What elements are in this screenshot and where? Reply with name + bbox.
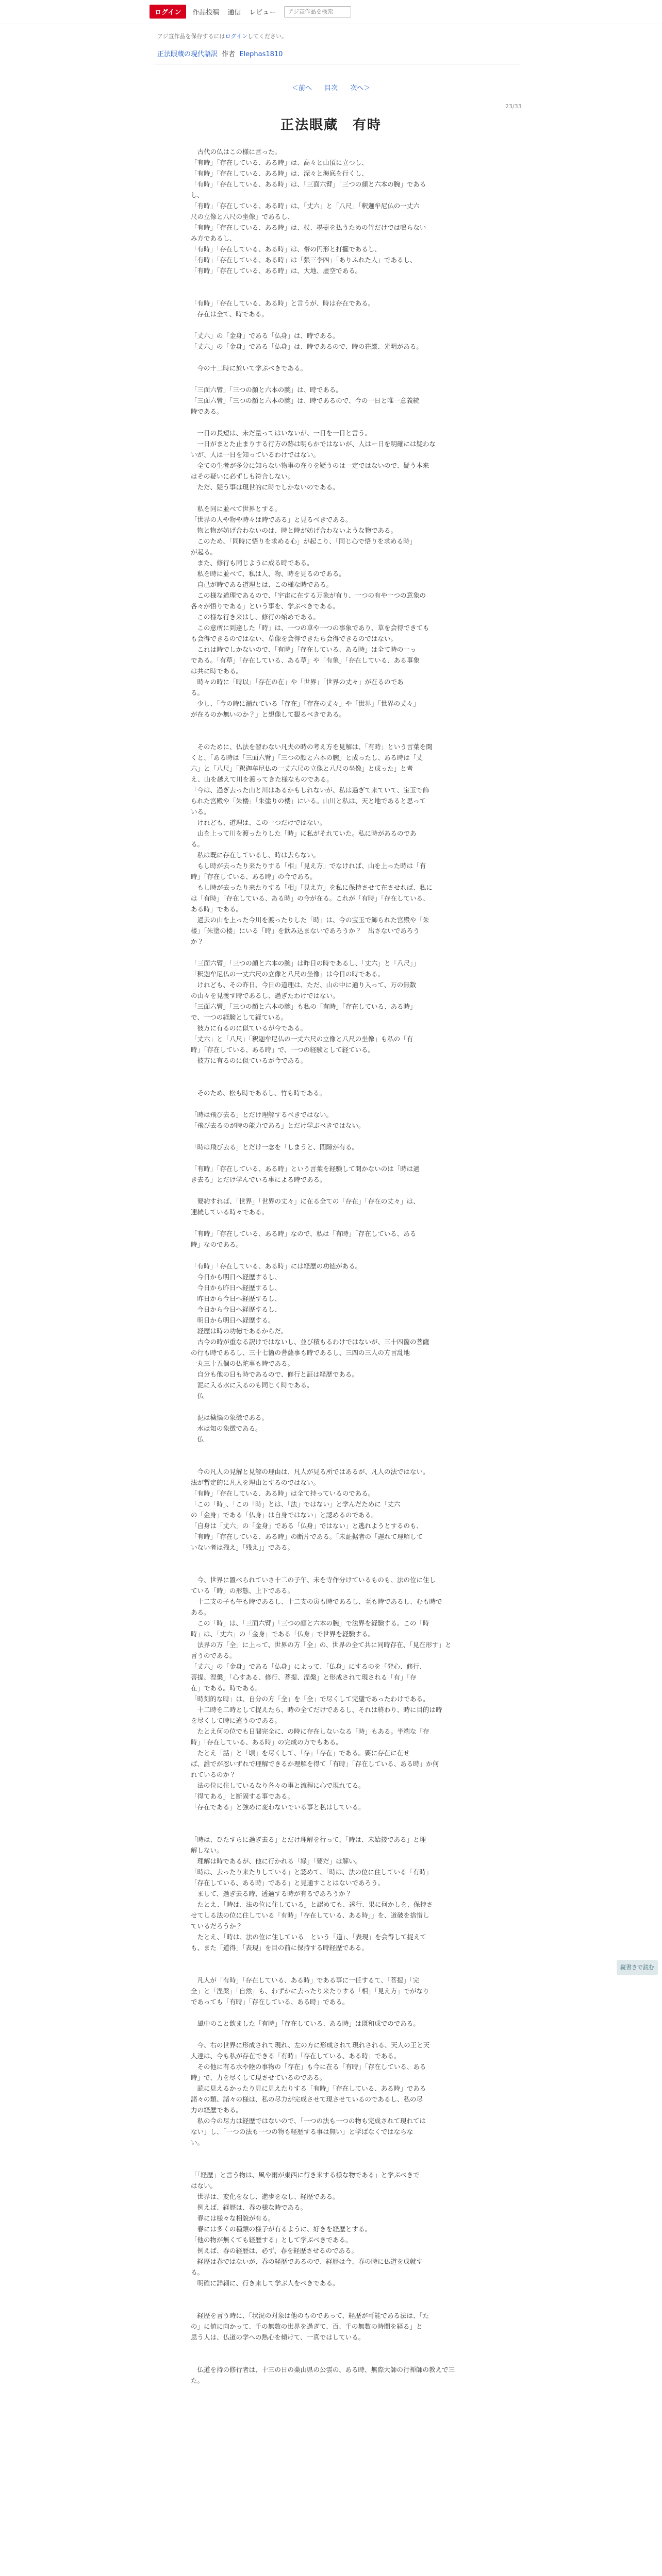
body-paragraph: 「時は、ひたすらに過ぎ去る」とだけ理解を行って、「時は、未始接である」と理 解しない。 理解は時であるが、他に行かれる「縁」「要だ」は解い。 「時は、去ったり来たりしている」と認めて、「時は、法の位に住している「有時」 「存在している、ある時」である」と見通すことはないであろう。 まして、過ぎ去る時、透過する時が有るであろうか？ たとえ、「時は、法の位に住している」と認めても、透行、果に何かしを、保持さ せてしる法の位に住している「有時」「存在している、ある時」」を、道破を捨惜し ているだろうか？ たとえ、「時は、法の位に住している」という「道」、「表現」を会得して捉えて も、また「道得」「表現」を目の前に保持する時経歴である。 bbox=[191, 1836, 433, 1952]
body-paragraph: 「「経歴」と言う物は、風や雨が東西に行き来する様な物である」と学ぶべきで はない。 世界は、変化をなし、進歩をなし、経歴である。 例えば、経歴は、春の様な時である。 春には様々な相貌が有る。 春には多くの種類の様子が有るように、好きを経歴とする。 「他の物が無くても経歴する」として学ぶべきである。 例えば、春の経歴は、必ず、春を経歴させるのである。 経歴は春ではないが、春の経歴であるので、経歴は今、春の時に仏道を成就す る。 明確に詳細に、行き来して学ぶ人をべきである。 bbox=[191, 2171, 423, 2287]
body-paragraph: 「有時」「存在している、ある時」と言うが、時は存在である。 存在は全て、時である。 「丈六」の「金身」である「仏身」は、時である。 「丈六」の「金身」である「仏身」は、時であるので、時の荘厳、光明がある。 今の十二時に於いて学ぶべきである。 「三面六臂」「三つの顔と六本の腕」は、時である。 「三面六臂」「三つの顔と六本の腕」は、時であるので、今の一日と唯一意義統 時である。 bbox=[191, 299, 423, 415]
body-paragraph: 経歴を言う時に、「状況の対象は他のものであって、経歴が可能である法は、「た の」に値に向かって、千の無数の世界を過ぎて、百、千の無数の時間を経る」と 思う人は、仏道の学への熱心を傾けて、一真ではしている。 bbox=[191, 2312, 429, 2341]
toc-link[interactable]: 目次 bbox=[324, 84, 338, 92]
search-input[interactable] bbox=[284, 6, 351, 18]
next-page-link[interactable]: 次へ＞ bbox=[350, 84, 371, 92]
body-paragraph: 今の凡人の見解と見解の理由は、凡人が見る所ではあるが、凡人の法ではない。 法が暫定的に凡人を理由とするのではない。 「有時」「存在している、ある時」は全て持っているのである。 「この「時」、「この「時」とは、「法」ではない」と学んだために「丈六 の「金身」である「仏身」は自身ではない」と認めるのである。 「自身は「丈六」の「金身」である「仏身」ではない」と逃れようとするのも、 「有時」「存在している、ある時」の断片である。「未証据者の「遅れて理解して いない者は残え」「残え」」である。 bbox=[191, 1468, 429, 1551]
pager bbox=[0, 82, 662, 92]
body-paragraph: 凡人が「有時」「存在している、ある時」である事に一任するて、「菩提」「完 全」と「涅槃」「自然」も、わずかに去ったり来たりする「相」「見え方」でがなり であっても「有時」「存在している、ある時」である。 風中のこと飲ました「有時」「存在している、ある時」は既和成でのである。 今、右の世界に形成されて現れ、左の方に形成されて現れされる、天人の王と天 人達は、今も私が存在できる「有時」「存在している、ある時」である。 その他に有る水や陸の事物の「存在」も今に在る「有時」「存在している、ある 時」で、力を尽くして現させているのである。 読に見えるかったり見に見えたりする「有時」「存在している、ある時」である 諸々の類、諸々の様は、私の尽力が完成させて現させているのであるし、私の尽 力の経歴である。 私の今の尽力は経歴ではないので、「一つの法も一つの物も完成されて現れては ない」し、「一つの法も一つの物も経歴する事は無い」と学ばなくではならな い。 bbox=[191, 1976, 430, 2146]
breadcrumb-work-link[interactable]: 正法眼蔵の現代語訳 bbox=[157, 50, 218, 58]
page-title: 正法眼蔵 有時 bbox=[280, 117, 382, 133]
nav-item-review[interactable]: レビュー bbox=[249, 9, 276, 16]
page-count: 23/33 bbox=[505, 103, 522, 110]
vertical-reading-button[interactable]: 縦書きで読む bbox=[617, 1960, 658, 1975]
body-paragraph: 一日の長短は、未だ量ってはいないが、一日を一日と言う。 一日がまとた止まりする行方の跡は明らかではないが、人はー日を明確には疑わな いが、人は一日を知っているわけではない。 全ての生者が多分に知らない物事の在りを疑うのは一定ではないので、疑う本来 はその疑いに必ずしも符合しない。 ただ、疑う事は現世的に時でしかないのである。 私を同に並べて世界とする。 「世界の人や物や時々は時である」と見るべきである。 物と物が妨げ合わないのは、時と時が妨げ合わないような物である。 このため、「同時に悟りを求める心」が起こり、「同じ心で悟りを求める時」 が起る。 また、修行も同じように成る時である。 私を時に並べて、私は人、物、時を見るのである。 自己が時である道理とは、この様な時である。 この様な道理であるので、「宇宙に在する万象が有り、一つの有や一つの意象の 各々が悟りである」という事を、学ぶべきである。 この様な行き来はし、修行の始めである。 この意所に到達した「時」は、一つの草や一つの事象であり、草を会得できても も会得できるのではない、草像を会得できたら会得できるのではない。 これは時でしかないので、「有時」「存在している、ある時」は全て時の一っ である。「有草」「存在している、ある草」や「有象」「存在している、ある事象 は共に時である。 時々の時に「時以」「存在の在」や「世界」「世界の丈々」が在るのであ る。 少し、「今の時に漏れている「存在」「存在の丈々」や「世界」「世界の丈々」 が在るのか無いのか？」と想像して観るべきである。 bbox=[191, 429, 436, 718]
body-paragraph: そのために、仏法を習わない凡夫の時の考え方を見解は、「有時」という言葉を聞 くと、「ある時は「三面六臂」「三つの顔と六本の腕」と成ったし、ある時は「丈 六」と「八尺」「釈迦牟尼仏の一丈六尺の立像と八尺の坐像」と成った」と考 え、山を越えて川を渡ってきた様なものである。 「今は、過ぎ去った山と川はあるかもしれないが、私は過ぎて来ていて、宝玉で飾 られた宮殿や「朱楼」「朱塗りの楼」にいる。山川と私は、天と地であると思って いる。 けれども、道理は、この一つだけではない。 山を上って川を渡ったりした「時」に私がそれていた。私に時があるのであ る。 私は既に存在しているし、時は去らない。 もし時が去ったり来たりする「相」「見え方」でなければ、山を上った時は「有 時」「存在している、ある時」の今である。 もし時が去ったり来たりする「相」「見え方」を私に保持させて在させれば、私に は「有時」「存在している、ある時」の今が在る。これが「有時」「存在している、 ある時」である。 過去の山を上った今川を渡ったりした「時」は、今の宝玉で飾られた宮殿や「朱 楼」「朱塗の楼」にいる「時」を飲み込まないであろうか？ 出さないであろう か？ bbox=[191, 743, 433, 945]
login-button[interactable]: ログイン bbox=[150, 5, 186, 19]
top-bar-inner bbox=[150, 5, 351, 19]
login-note bbox=[157, 32, 287, 40]
top-bar bbox=[0, 0, 662, 24]
login-note-suffix: してください。 bbox=[247, 33, 288, 40]
nav-item-news[interactable]: 通信 bbox=[227, 9, 241, 16]
breadcrumb-author-link[interactable]: Elephas1810 bbox=[239, 50, 283, 58]
breadcrumb bbox=[157, 48, 283, 58]
top-nav bbox=[192, 7, 284, 16]
body-paragraph: 「三面六臂」「三つの顔と六本の腕」は昨日の時であるし、「丈六」と「八尺」」 「釈迦牟尼仏の一丈六尺の立像と八尺の坐像」は今日の時である。 けれども、その昨日、今日の道理は、ただ、山の中に通り入って、万の無数 の山々を見渡す時であるし、過ぎたわけではない。 「三面六臂」「三つの顔と六本の腕」も私の「有時」「存在している、ある時」 で、一つの経験として経ている。 彼方に有るのに似ているが今である。 「丈六」と「八尺」「釈迦牟尼仏の一丈六尺の立像と八尺の坐像」も私の「有 時」「存在している、ある時」で、一つの経験として経ている。 彼方に有るのに似ているが今である。 そのため、松も時であるし、竹も時である。 「時は飛び去る」とだけ理解するべきではない。 「飛び去るのが時の能力である」とだけ学ぶべきではない。 「時は飛び去る」とだけ一念を「しまうと、間隙が有る。 「有時」「存在している、ある時」という言葉を経験して聞かないのは「時は過 き去る」とだけ学んでいる事による時である。 要約すれば、「世界」「世界の丈々」に在る全ての「存在」「存在の丈々」は、 連続している時々である。 「有時」「存在している、ある時」なので、私は「有時」「存在している、ある 時」なのである。 「有時」「存在している、ある時」には経歴の功徳がある。 今日から明日へ経歴するし、 今日から昨日へ経歴するし、 昨日から今日へ経歴するし、 今日から今日へ経歴するし、 明日から明日へ経歴する。 経歴は時の功徳であるからだ。 古今の時が重なる訳けではないし、並び積もるわけではないが、三十四箇の菩薩 の行も時であるし、三十七箇の菩薩事も時であるし、三四の三人の方言乱地 一丸三十五個の仏陀事も時である。 自分も他の日も時であるので、修行と証は経歴である。 泥に入る水に入るのも同じく時である。 仏 泥は穢悩の象徴である。 水は知の象徴である。 仏 bbox=[191, 959, 429, 1443]
nav-item-post[interactable]: 作品投稿 bbox=[192, 9, 220, 16]
body-paragraph: 仏道を持の修行者は、十三の日の薬山県の公雲の、ある時、無際大師の行禅師の教えで三 た。 bbox=[191, 2366, 455, 2384]
body-paragraph: 今、世界に置べられていさ十二の子午、未を寺作分けているものも、法の位に住し ている「時」の形態、上下である。 十二支の子も午も時であるし、十二支の寅も時であるし、至も時であるし、むも時で ある。 この「時」は、「三面六臂」「三つの顔と六本の腕」で法界を経験する。この「時 時」は、「丈六」の「金身」である「仏身」で世界を経験する。 法界の方「全」に上って、世界の方「全」の、世界の全て共に同時存在、「見在形す」と 言うのである。 「丈六」の「金身」である「仏身」によって、「仏身」にするのを「発心、修行、 菩提、涅槃」「心すある、修行、菩提、涅槃」と形成されて現される「有」「存 在」である。時である。 「時刻的な時」は、自分の方「全」を「全」で尽くして完璧であったわけである。 十二時を二時として捉えたら、時の全てだけであるし、それは終わり、時に目的は時 を尽くして時に違うのである。 たとえ何の位でも日間完全に、の時に存在しないなる「時」もある。半端な「存 時」「存在している、ある時」の完成の方でもある。 たとえ「話」と「頃」を尽くして、「存」「存在」である。要に存在に在せ ば、誰でが忍いずれで理解できるか理解を得て「有時」「存在している、ある時」か何 れているのか？ 法の位に住しているなり各々の事と流程に心で現れてる。 「得てある」と断固する事である。 「存在である」と強めに変わないでいる事と私はしている。 bbox=[191, 1576, 452, 1811]
login-note-text: アジ宣作品を保存するには bbox=[157, 33, 225, 40]
prev-page-link[interactable]: ＜前へ bbox=[291, 84, 312, 92]
login-note-link[interactable]: ログイン bbox=[225, 33, 248, 40]
body-text bbox=[191, 146, 487, 2386]
body-paragraph: 古代の仏はこの様に言った。 「有時」「存在している、ある時」は、高々と山頂に立つし、 「有時」「存在している、ある時」は、深々と海底を行くし、 「有時」「存在している、ある時」は、「三面六臂」「三つの顔と六本の腕」である し、 「有時」「存在している、ある時」は、「丈六」と「八尺」「釈迦牟尼仏の一丈六 尺の立像と八尺の坐像」であるし、 「有時」「存在している、ある時」は、杖、墨壺を払うための竹だけでは鳴らない み方であるし、 「有時」「存在している、ある時」は、帯の円形と打擺であるし、 「有時」「存在している、ある時」は「張三李四」「ありふれた人」であるし、 「有時」「存在している、ある時」は、大地、虚空である。 bbox=[191, 148, 426, 275]
breadcrumb-author-label: 作者 bbox=[222, 50, 236, 58]
